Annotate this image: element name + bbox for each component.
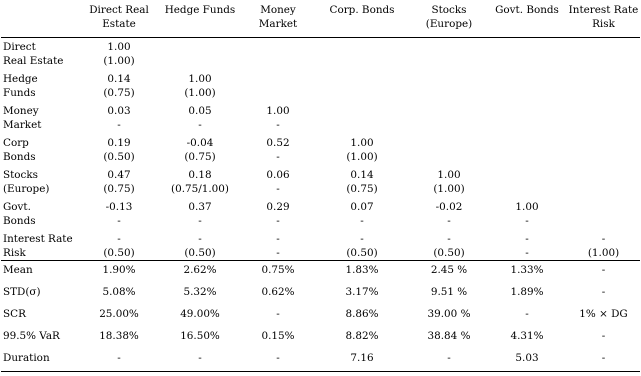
row-label-line: Corp	[3, 137, 29, 149]
metric-value: 5.03	[515, 352, 539, 364]
metric-value: 16.50%	[180, 330, 220, 342]
stressed-correlation-value: (0.75)	[103, 183, 135, 195]
row-label-line: (Europe)	[3, 183, 50, 195]
row-label-line: Real Estate	[3, 55, 64, 67]
correlation-row	[1, 164, 640, 196]
correlation-value: -0.02	[435, 201, 463, 213]
correlation-cell	[81, 100, 157, 132]
column-header	[487, 2, 567, 38]
correlation-value: 0.52	[266, 137, 290, 149]
metric-row	[1, 261, 640, 284]
row-label-line: Funds	[3, 87, 36, 99]
metric-value: 49.00%	[180, 308, 220, 320]
row-label-line: Stocks	[3, 169, 38, 181]
stressed-correlation-value: (0.75)	[103, 87, 135, 99]
metric-value: -	[447, 352, 451, 364]
correlation-value: -	[117, 233, 121, 245]
column-header-line1: Direct Real	[89, 4, 149, 16]
header-row	[1, 2, 640, 38]
metric-value: 4.31%	[510, 330, 544, 342]
correlation-row	[1, 196, 640, 228]
correlation-cell	[243, 164, 313, 196]
correlation-cell	[567, 228, 640, 261]
correlation-cell	[81, 38, 157, 69]
metric-value: 1.83%	[345, 264, 379, 276]
correlation-cell	[243, 132, 313, 164]
metric-value: 9.51 %	[430, 286, 468, 298]
row-label	[1, 164, 81, 196]
metric-row	[1, 305, 640, 327]
metric-value: -	[601, 352, 606, 364]
stressed-correlation-value: (0.50)	[103, 247, 135, 259]
stressed-correlation-value: -	[276, 151, 280, 163]
correlation-value: -0.13	[105, 201, 133, 213]
table-body	[1, 38, 640, 372]
correlation-value: 0.14	[350, 169, 374, 181]
correlation-value: 1.00	[515, 201, 539, 213]
metric-row	[1, 283, 640, 305]
stressed-correlation-value: (1.00)	[184, 87, 216, 99]
correlation-value: -	[601, 233, 606, 245]
row-label	[1, 228, 81, 261]
stressed-correlation-value: -	[360, 215, 364, 227]
correlation-value: -0.04	[186, 137, 214, 149]
correlation-cell	[243, 100, 313, 132]
metric-value: 1.33%	[510, 264, 544, 276]
correlation-cell	[81, 196, 157, 228]
metric-value: 2.45 %	[430, 264, 468, 276]
stressed-correlation-value: -	[117, 119, 121, 131]
metric-value: -	[601, 330, 606, 342]
correlation-cell	[487, 38, 567, 69]
correlation-row	[1, 228, 640, 261]
correlation-value: 0.05	[188, 105, 212, 117]
correlation-cell	[567, 38, 640, 69]
correlation-value: 1.00	[350, 137, 374, 149]
metric-value: 1.90%	[102, 264, 136, 276]
correlation-value: 1.00	[437, 169, 461, 181]
column-header-line2: Estate	[102, 18, 136, 30]
stressed-correlation-value: -	[447, 215, 451, 227]
stressed-correlation-value: -	[276, 215, 280, 227]
metric-value: 7.16	[350, 352, 374, 364]
correlation-cell	[411, 100, 487, 132]
stressed-correlation-value: -	[276, 247, 280, 259]
stressed-correlation-value: -	[525, 247, 529, 259]
stressed-correlation-value: (1.00)	[346, 151, 378, 163]
correlation-value: 0.07	[350, 201, 374, 213]
correlation-cell	[157, 132, 243, 164]
correlation-cell	[157, 228, 243, 261]
row-label	[1, 196, 81, 228]
metric-label: STD(σ)	[3, 286, 41, 298]
row-label-line: Govt.	[3, 201, 31, 213]
correlation-risk-table	[1, 2, 640, 372]
metric-value: 0.62%	[261, 286, 295, 298]
correlation-row	[1, 38, 640, 69]
metric-label: SCR	[3, 308, 26, 320]
correlation-value: -	[525, 233, 529, 245]
column-header	[243, 2, 313, 38]
stressed-correlation-value: (0.75)	[184, 151, 216, 163]
metric-value: 18.38%	[99, 330, 139, 342]
metric-value: 1.89%	[510, 286, 544, 298]
metric-value: 5.32%	[183, 286, 217, 298]
column-header-line2: Market	[258, 18, 298, 30]
correlation-cell	[157, 100, 243, 132]
column-header-line2: (Europe)	[425, 18, 473, 30]
column-header-line1: Govt. Bonds	[495, 4, 559, 16]
correlation-cell	[487, 100, 567, 132]
correlation-cell	[81, 164, 157, 196]
row-label	[1, 38, 81, 69]
metric-value: 3.17%	[345, 286, 379, 298]
correlation-value: 0.29	[266, 201, 290, 213]
correlation-cell	[313, 38, 411, 69]
metric-row	[1, 327, 640, 349]
correlation-cell	[487, 132, 567, 164]
correlation-value: 0.18	[188, 169, 212, 181]
metric-value: -	[601, 264, 606, 276]
stressed-correlation-value: -	[276, 183, 280, 195]
correlation-cell	[487, 164, 567, 196]
metric-value: -	[525, 308, 529, 320]
column-header	[313, 2, 411, 38]
correlation-value: 0.06	[266, 169, 290, 181]
correlation-cell	[567, 100, 640, 132]
metric-value: -	[117, 352, 121, 364]
metric-row	[1, 349, 640, 372]
correlation-cell	[157, 38, 243, 69]
correlation-value: 0.14	[107, 73, 131, 85]
row-label-line: Hedge	[3, 73, 38, 85]
correlation-cell	[411, 68, 487, 100]
correlation-value: 1.00	[107, 41, 131, 53]
metric-value: 5.08%	[102, 286, 136, 298]
correlation-value: -	[447, 233, 451, 245]
row-label-line: Money	[3, 105, 39, 117]
stressed-correlation-value: -	[276, 119, 280, 131]
correlation-cell	[243, 38, 313, 69]
metric-value: 1% × DG	[579, 308, 628, 320]
stressed-correlation-value: (1.00)	[433, 183, 465, 195]
metric-label: Duration	[3, 352, 50, 364]
row-label-line: Market	[3, 119, 42, 131]
correlation-cell	[567, 68, 640, 100]
metric-value: 39.00 %	[427, 308, 471, 320]
column-header	[157, 2, 243, 38]
correlation-row	[1, 100, 640, 132]
correlation-value: 1.00	[266, 105, 290, 117]
correlation-cell	[313, 68, 411, 100]
correlation-cell	[487, 196, 567, 228]
column-header	[567, 2, 640, 38]
stressed-correlation-value: (0.50)	[103, 151, 135, 163]
correlation-cell	[411, 132, 487, 164]
correlation-cell	[411, 38, 487, 69]
stressed-correlation-value: (1.00)	[103, 55, 135, 67]
correlation-cell	[243, 228, 313, 261]
correlation-cell	[313, 100, 411, 132]
metric-value: 2.62%	[183, 264, 217, 276]
stressed-correlation-value: (0.50)	[433, 247, 465, 259]
correlation-cell	[157, 196, 243, 228]
correlation-value: -	[360, 233, 364, 245]
correlation-cell	[313, 164, 411, 196]
stressed-correlation-value: (1.00)	[587, 247, 620, 259]
metric-value: -	[276, 308, 280, 320]
row-label	[1, 100, 81, 132]
row-label-line: Bonds	[3, 215, 36, 227]
metric-value: -	[276, 352, 280, 364]
correlation-cell	[567, 164, 640, 196]
column-header	[1, 2, 81, 38]
column-header-line1: Corp. Bonds	[329, 4, 395, 16]
correlation-value: 0.47	[107, 169, 131, 181]
correlation-cell	[81, 68, 157, 100]
metric-label: 99.5% VaR	[3, 330, 60, 342]
metric-value: -	[198, 352, 202, 364]
metric-value: 0.75%	[261, 264, 295, 276]
row-label-line: Direct	[3, 41, 36, 53]
metric-value: 25.00%	[99, 308, 139, 320]
row-label-line: Bonds	[3, 151, 36, 163]
stressed-correlation-value: (0.75)	[346, 183, 378, 195]
correlation-cell	[567, 196, 640, 228]
correlation-cell	[313, 196, 411, 228]
correlation-cell	[157, 164, 243, 196]
correlation-cell	[313, 132, 411, 164]
metric-value: -	[601, 286, 606, 298]
correlation-value: 0.03	[107, 105, 131, 117]
row-label-line: Interest Rate	[3, 233, 73, 245]
stressed-correlation-value: -	[117, 215, 121, 227]
correlation-cell	[411, 164, 487, 196]
column-header	[411, 2, 487, 38]
column-header-line1: Interest Rate	[568, 4, 639, 16]
row-label	[1, 68, 81, 100]
correlation-row	[1, 132, 640, 164]
correlation-cell	[243, 196, 313, 228]
stressed-correlation-value: (0.50)	[184, 247, 216, 259]
correlation-cell	[567, 132, 640, 164]
correlation-cell	[313, 228, 411, 261]
correlation-cell	[411, 196, 487, 228]
correlation-cell	[487, 228, 567, 261]
correlation-cell	[157, 68, 243, 100]
stressed-correlation-value: (0.75/1.00)	[171, 183, 229, 195]
metric-value: 8.82%	[345, 330, 379, 342]
correlation-value: 0.37	[188, 201, 212, 213]
column-header-line2: Risk	[592, 18, 615, 30]
row-label	[1, 132, 81, 164]
stressed-correlation-value: -	[198, 215, 202, 227]
metric-value: 0.15%	[261, 330, 295, 342]
correlation-cell	[81, 228, 157, 261]
correlation-row	[1, 68, 640, 100]
correlation-value: -	[276, 233, 280, 245]
correlation-value: 1.00	[188, 73, 212, 85]
column-header-line1: Stocks	[431, 4, 467, 16]
metric-value: 8.86%	[345, 308, 379, 320]
correlation-cell	[81, 132, 157, 164]
stressed-correlation-value: -	[525, 215, 529, 227]
column-header-line1: Money	[260, 4, 296, 16]
correlation-cell	[487, 68, 567, 100]
stressed-correlation-value: -	[198, 119, 202, 131]
column-header-line1: Hedge Funds	[164, 4, 236, 16]
row-label-line: Risk	[3, 247, 26, 259]
correlation-value: -	[198, 233, 202, 245]
column-header	[81, 2, 157, 38]
metric-value: 38.84 %	[427, 330, 471, 342]
metric-label: Mean	[3, 264, 33, 276]
correlation-value: 0.19	[107, 137, 131, 149]
correlation-cell	[411, 228, 487, 261]
correlation-cell	[243, 68, 313, 100]
stressed-correlation-value: (0.50)	[346, 247, 378, 259]
